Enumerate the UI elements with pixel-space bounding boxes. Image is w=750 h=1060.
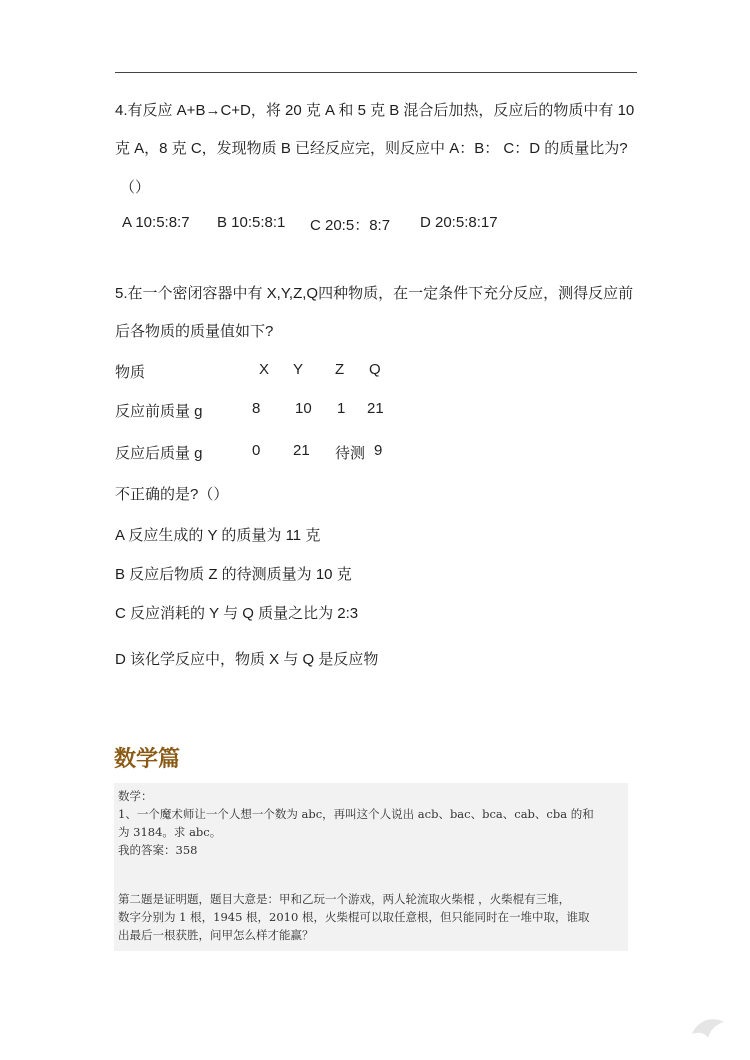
q5-table-header <box>115 361 515 381</box>
q4-text-line2: 克 A，8 克 C，发现物质 B 已经反应完，则反应中 A：B： C：D 的质量比为? <box>115 140 628 157</box>
top-divider <box>115 72 637 73</box>
table-cell: 21 <box>293 442 310 459</box>
q5-option-b: B 反应后物质 Z 的待测质量为 10 克 <box>115 566 352 583</box>
table-header-cell: 物质 <box>115 364 146 381</box>
q5-option-c: C 反应消耗的 Y 与 Q 质量之比为 2:3 <box>115 605 359 622</box>
table-row <box>115 442 515 462</box>
table-cell: 21 <box>367 400 384 417</box>
q5-question: 不正确的是?（） <box>115 486 229 503</box>
q5-text-line1: 5.在一个密闭容器中有 X,Y,Z,Q四种物质，在一定条件下充分反应，测得反应前 <box>115 285 634 302</box>
q4-text-line1: 4.有反应 A+B→C+D，将 20 克 A 和 5 克 B 混合后加热，反应后的物质中有 10 <box>115 102 635 119</box>
q5-option-a: A 反应生成的 Y 的质量为 11 克 <box>115 527 321 544</box>
embedded-screenshot <box>114 783 628 951</box>
q4-option-a: A 10:5:8:7 <box>122 214 190 231</box>
table-cell: 8 <box>252 400 261 417</box>
table-cell: 9 <box>374 442 383 459</box>
table-cell: 0 <box>252 442 261 459</box>
q4-option-b: B 10:5:8:1 <box>217 214 286 231</box>
watermark-logo-icon <box>688 1012 728 1042</box>
q4-option-c: C 20:5：8:7 <box>310 217 391 234</box>
q5-option-d: D 该化学反应中，物质 X 与 Q 是反应物 <box>115 651 379 668</box>
screenshot-text-line: 1、一个魔术师让一个人想一个数为 abc，再叫这个人说出 acb、bac、bca、cab、cba 的和 <box>118 807 594 821</box>
table-cell: 10 <box>295 400 312 417</box>
table-row <box>115 400 515 420</box>
section-title-math: 数学篇 <box>114 746 181 772</box>
screenshot-text-line: 出最后一根获胜，问甲怎么样才能赢？ <box>118 928 314 942</box>
table-cell: 反应前质量 g <box>115 403 203 420</box>
table-header-cell: Z <box>335 361 345 378</box>
table-header-cell: X <box>259 361 270 378</box>
q4-option-d: D 20:5:8:17 <box>420 214 498 231</box>
q4-answer-blank: （） <box>120 179 151 196</box>
screenshot-text-line: 第二题是证明题，题目大意是：甲和乙玩一个游戏，两人轮流取火柴棍 ，火柴棍有三堆， <box>118 892 571 906</box>
screenshot-text-line: 为 3184。求 abc。 <box>118 825 222 839</box>
screenshot-text-line: 我的答案：358 <box>118 843 198 857</box>
table-header-cell: Y <box>293 361 304 378</box>
table-cell: 待测 <box>335 445 366 462</box>
table-cell: 反应后质量 g <box>115 445 203 462</box>
table-header-cell: Q <box>369 361 381 378</box>
screenshot-text-line: 数学： <box>118 789 153 803</box>
table-cell: 1 <box>337 400 346 417</box>
screenshot-text-line: 数字分别为 1 根，1945 根，2010 根，火柴棍可以取任意根，但只能同时在一堆中取，谁取 <box>118 910 590 924</box>
q5-text-line2: 后各物质的质量值如下? <box>115 323 274 340</box>
